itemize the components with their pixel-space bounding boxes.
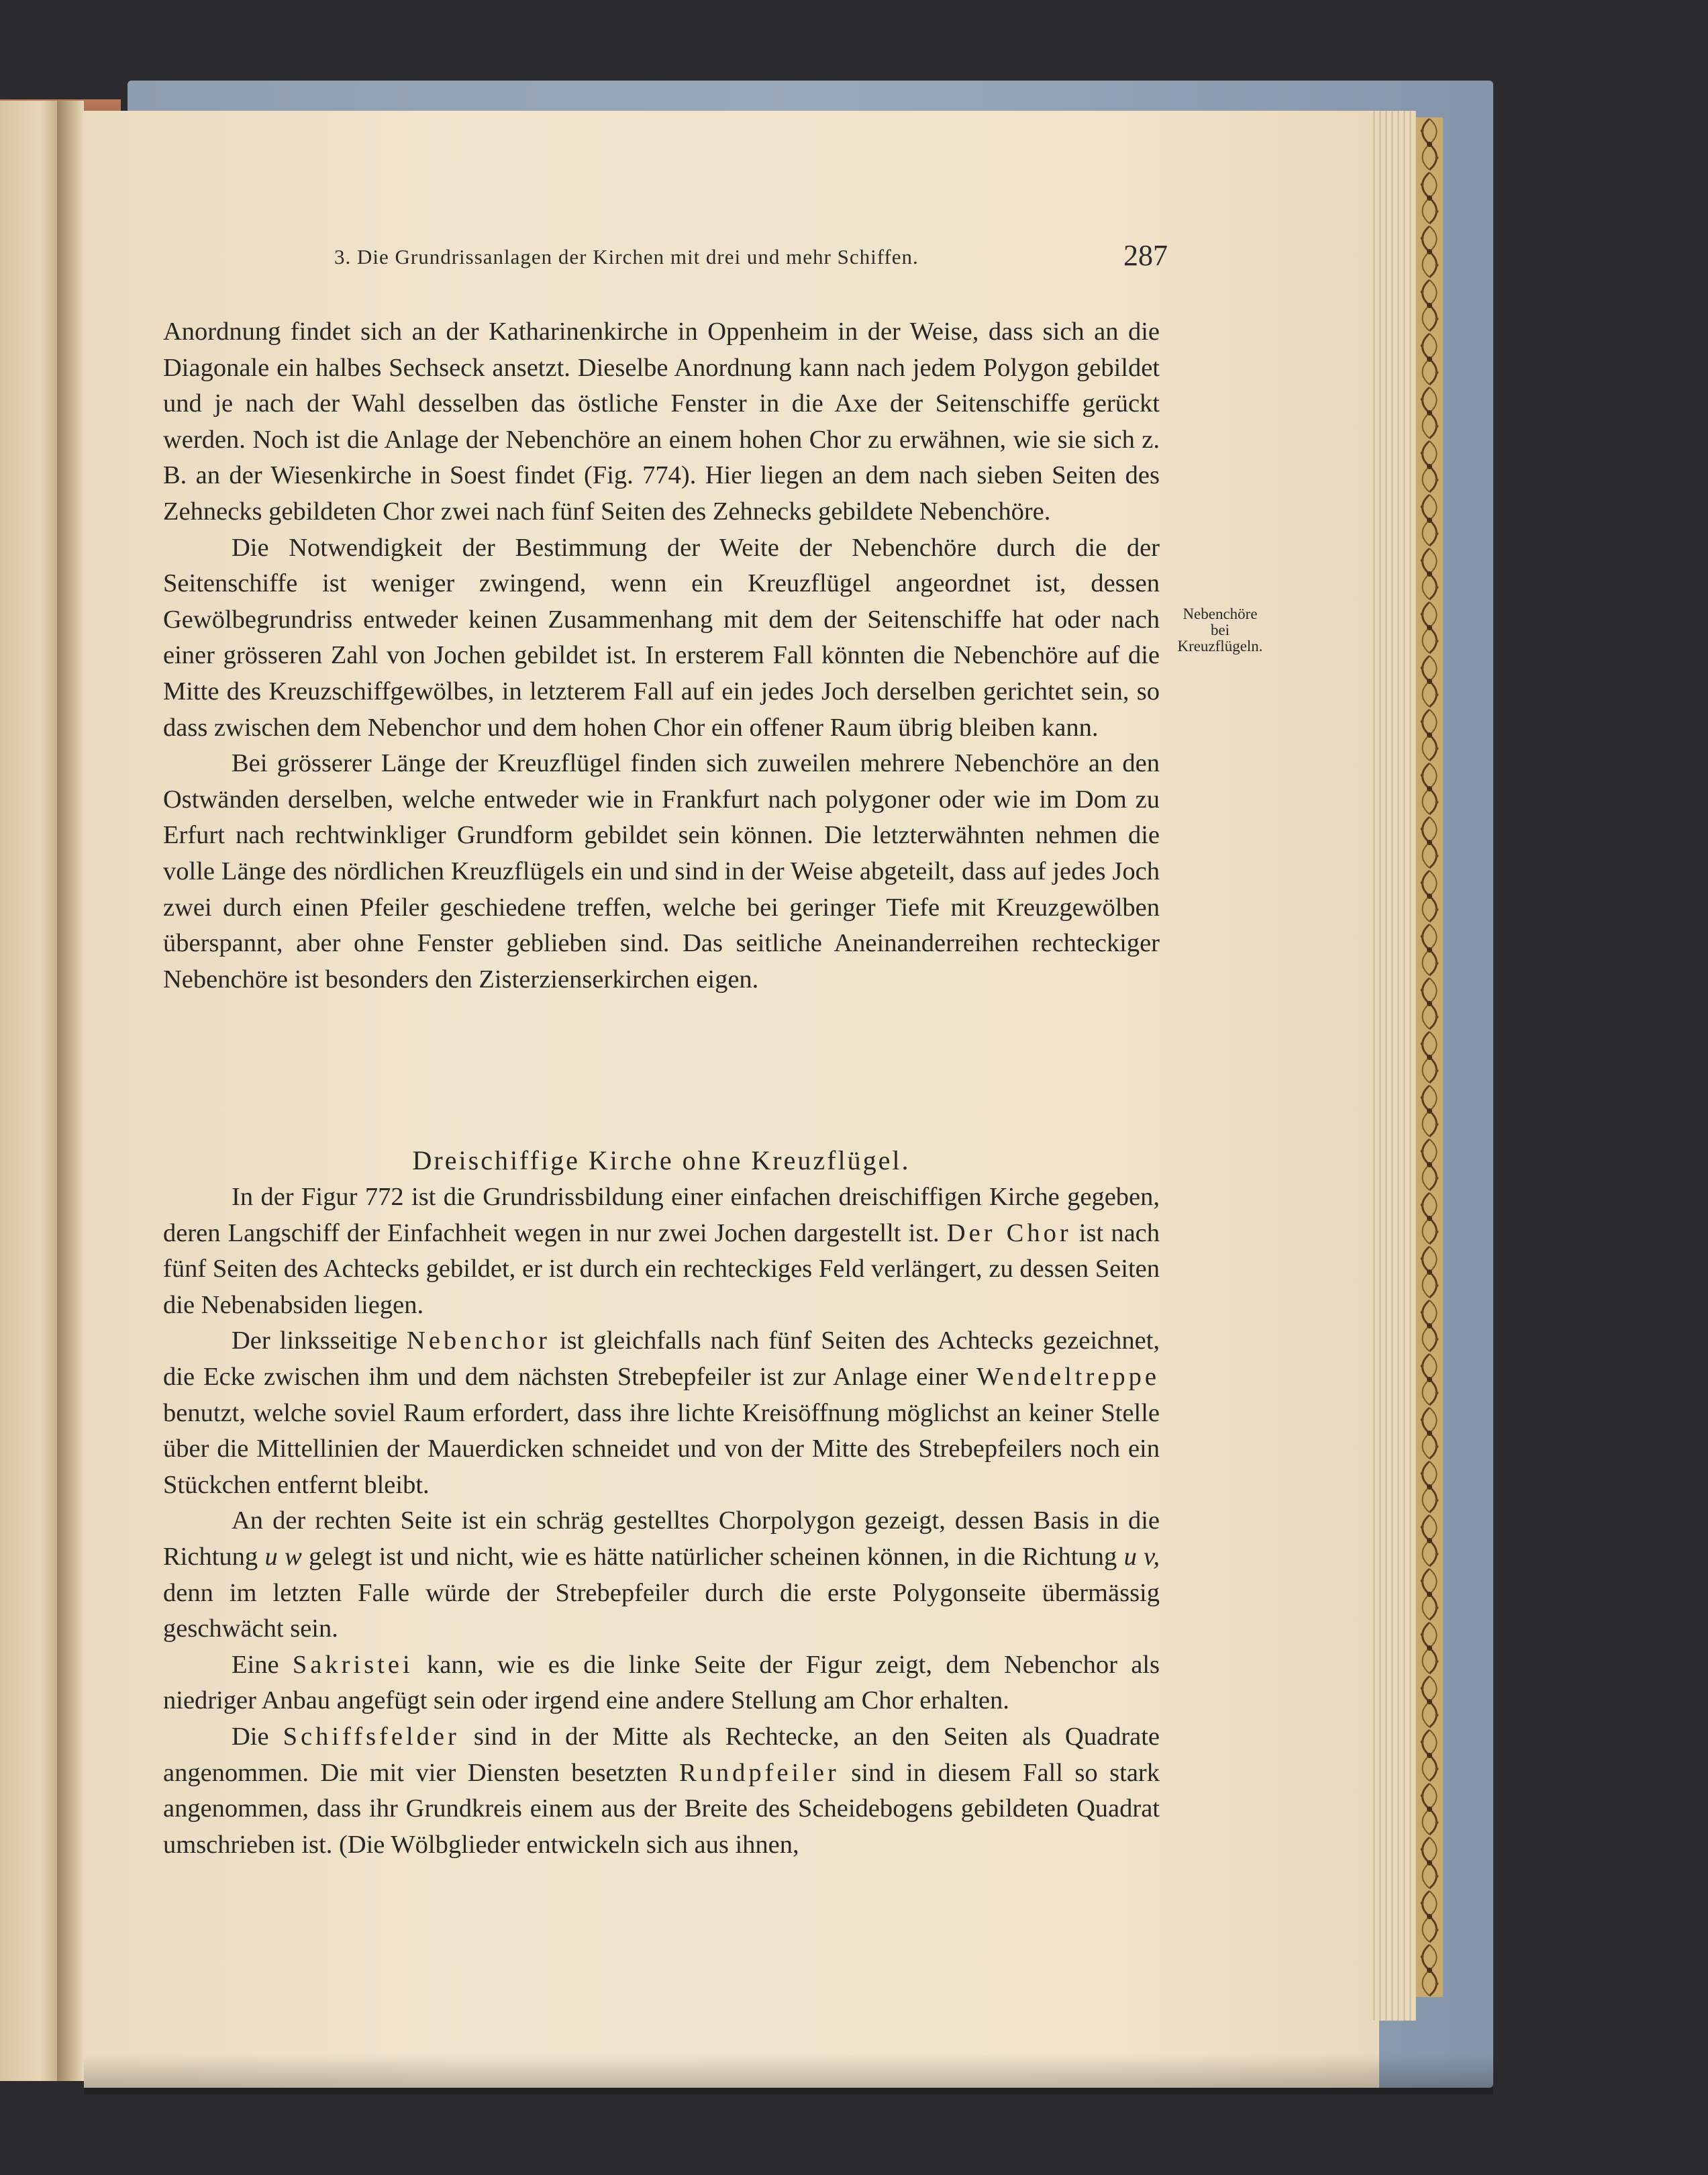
emphasis-text: Rundpfeiler (679, 1758, 840, 1787)
page-edges-stack (1369, 111, 1416, 2021)
emphasis-text: Schiffsfelder (283, 1722, 460, 1751)
decorative-endpaper (1416, 117, 1443, 1997)
margin-note (1160, 606, 1280, 655)
text-run: Eine (232, 1650, 279, 1679)
paragraph (163, 1323, 1160, 1503)
text-run: In der Figur 772 ist die Grundrissbildung einer einfachen dreischiffigen Kirche gegeben, deren Langschiff der Einfachheit wegen in nur zwei Jochen dargestellt ist. (163, 1183, 1160, 1247)
text-run: Die (232, 1722, 269, 1751)
italic-label: u v, (1123, 1542, 1160, 1571)
running-head: 3. Die Grundrissanlagen der Kirchen mit drei und mehr Schiffen. (334, 245, 919, 269)
emphasis-text: Sakristei (292, 1650, 413, 1679)
text-run: An der rechten Seite ist ein schräg gestelltes Chorpolygon gezeigt, dessen Basis in die Richtung (163, 1506, 1160, 1571)
paragraph: Anordnung findet sich an der Katharinenkirche in Oppenheim in der Weise, dass sich an die Diagonale ein halbes Sechseck ansetzt. Dieselbe Anordnung kann nach jedem Polygon gebildet und je nach der Wahl desselben das östliche Fenster in die Axe der Seitenschiffe gerückt werden. Noch ist die Anlage der Nebenchöre an einem hohen Chor zu erwähnen, wie sie sich z. B. an der Wiesenkirche in Soest findet (Fig. 774). Hier liegen an dem nach sieben Seiten des Zehnecks gebildeten Chor zwei nach fünf Seiten des Zehnecks gebildete Nebenchöre. (163, 318, 1160, 526)
text-run: ist nach fünf Seiten des Achtecks gebildet, er ist durch ein rechteckiges Feld verlängert, zu dessen Seiten die Nebenabsiden liegen. (163, 1218, 1160, 1319)
text-run: sind in der Mitte als Rechtecke, an den Seiten als Quadrate angenommen. Die mit vier Diensten besetzten (163, 1722, 1160, 1787)
ornament-pattern-icon (1416, 117, 1443, 1997)
previous-page-edge (0, 101, 57, 2081)
paragraph (163, 1647, 1160, 1719)
section-title: Dreischiffige Kirche ohne Kreuzflügel. (412, 1145, 911, 1175)
page-number: 287 (1123, 239, 1168, 272)
italic-label: u w (264, 1542, 302, 1571)
emphasis-text: Wendeltreppe (976, 1362, 1160, 1391)
text-run: benutzt, welche soviel Raum erfordert, dass ihre lichte Kreisöffnung möglichst an keiner Stelle über die Mittellinien der Mauerdicken schneidet und von der Mitte des Strebepfeilers noch ein Stückchen entfernt bleibt. (163, 1398, 1160, 1499)
text-run: denn im letzten Falle würde der Strebepfeiler durch die erste Polygonseite übermässig geschwächt sein. (163, 1578, 1160, 1643)
emphasis-text: Der Chor (946, 1218, 1072, 1247)
text-run: Der linksseitige (232, 1326, 398, 1355)
emphasis-text: Nebenchor (407, 1326, 550, 1355)
bottom-shadow (84, 2054, 1493, 2094)
text-block-top (163, 314, 1160, 998)
paragraph (163, 1179, 1160, 1323)
book-gutter (57, 101, 84, 2081)
text-run: ist gleichfalls nach fünf Seiten des Achtecks gezeichnet, die Ecke zwischen ihm und dem nächsten Strebepfeiler ist zur Anlage einer (163, 1326, 1160, 1391)
paragraph: Die Notwendigkeit der Bestimmung der Weite der Nebenchöre durch die der Seitenschiffe ist weniger zwingend, wenn ein Kreuzflügel angeordnet ist, dessen Gewölbegrundriss entweder keinen Zusammenhang mit dem der Seitenschiffe hat oder nach einer grösseren Zahl von Jochen gebildet ist. In ersterem Fall könnten die Nebenchöre auf die Mitte des Kreuzschiffgewölbes, in letzterem Fall auf ein jedes Joch derselben gerichtet sein, so dass zwischen dem Nebenchor und dem hohen Chor ein offener Raum übrig bleiben kann. (163, 533, 1160, 742)
margin-note-line: Nebenchöre (1183, 606, 1258, 622)
text-run: gelegt ist und nicht, wie es hätte natürlicher scheinen können, in die Richtung (309, 1542, 1117, 1571)
margin-note-line: bei (1210, 622, 1230, 638)
margin-note-line: Kreuzflügeln. (1177, 638, 1263, 655)
text-run: kann, wie es die linke Seite der Figur zeigt, dem Nebenchor als niedriger Anbau angefügt sein oder irgend eine andere Stellung am Chor erhalten. (163, 1650, 1160, 1715)
text-block-bottom (163, 1179, 1160, 1863)
paragraph: Bei grösserer Länge der Kreuzflügel finden sich zuweilen mehrere Nebenchöre an den Ostwänden derselben, welche entweder wie in Frankfurt nach polygoner oder wie im Dom zu Erfurt nach rechtwinkliger Grundform gebildet sein können. Die letzterwähnten nehmen die volle Länge des nördlichen Kreuzflügels ein und sind in der Weise abgeteilt, dass auf jedes Joch zwei durch einen Pfeiler geschiedene treffen, welche bei geringer Tiefe mit Kreuzgewölben überspannt, aber ohne Fenster geblieben sind. Das seitliche Aneinanderreihen rechteckiger Nebenchöre ist besonders den Zisterzienserkirchen eigen. (163, 749, 1160, 994)
paragraph (163, 1503, 1160, 1647)
text-run: sind in diesem Fall so stark angenommen, dass ihr Grundkreis einem aus der Breite des Scheidebogens gebildeten Quadrat umschrieben ist. (Die Wölbglieder entwickeln sich aus ihnen, (163, 1758, 1160, 1859)
paragraph (163, 1719, 1160, 1863)
